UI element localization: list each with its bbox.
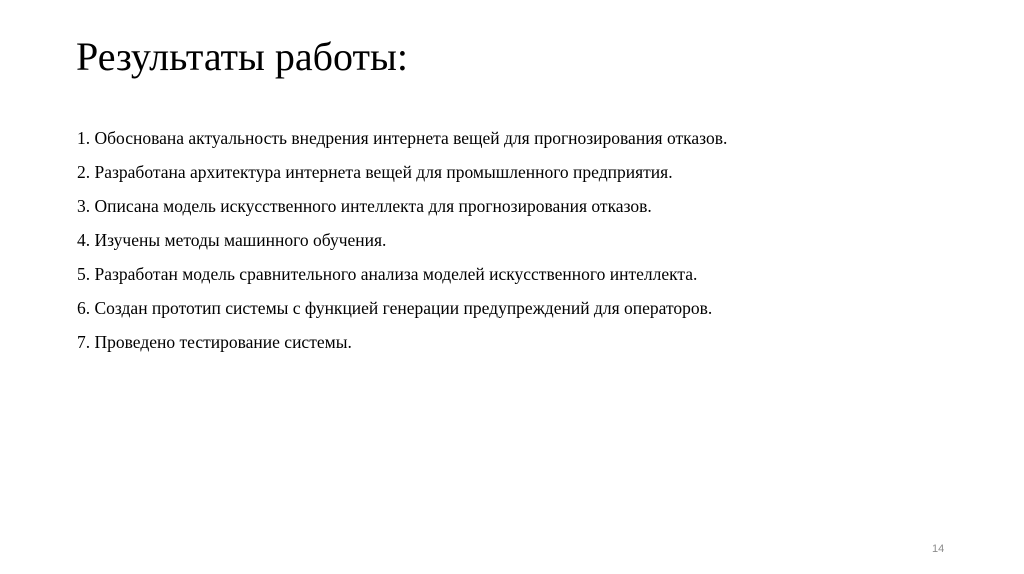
result-item-3: 3. Описана модель искусственного интеллекта для прогнозирования отказов. [77,196,652,216]
result-item-4: 4. Изучены методы машинного обучения. [77,230,387,250]
result-item-2: 2. Разработана архитектура интернета вещей для промышленного предприятия. [77,162,673,182]
result-item-6: 6. Создан прототип системы с функцией генерации предупреждений для операторов. [77,298,713,318]
result-item-7: 7. Проведено тестирование системы. [77,332,352,352]
results-list [77,126,727,364]
slide-title: Результаты работы: [76,34,408,79]
result-item-1: 1. Обоснована актуальность внедрения интернета вещей для прогнозирования отказов. [77,128,728,148]
page-number: 14 [932,543,945,555]
result-item-5: 5. Разработан модель сравнительного анализа моделей искусственного интеллекта. [77,264,698,284]
